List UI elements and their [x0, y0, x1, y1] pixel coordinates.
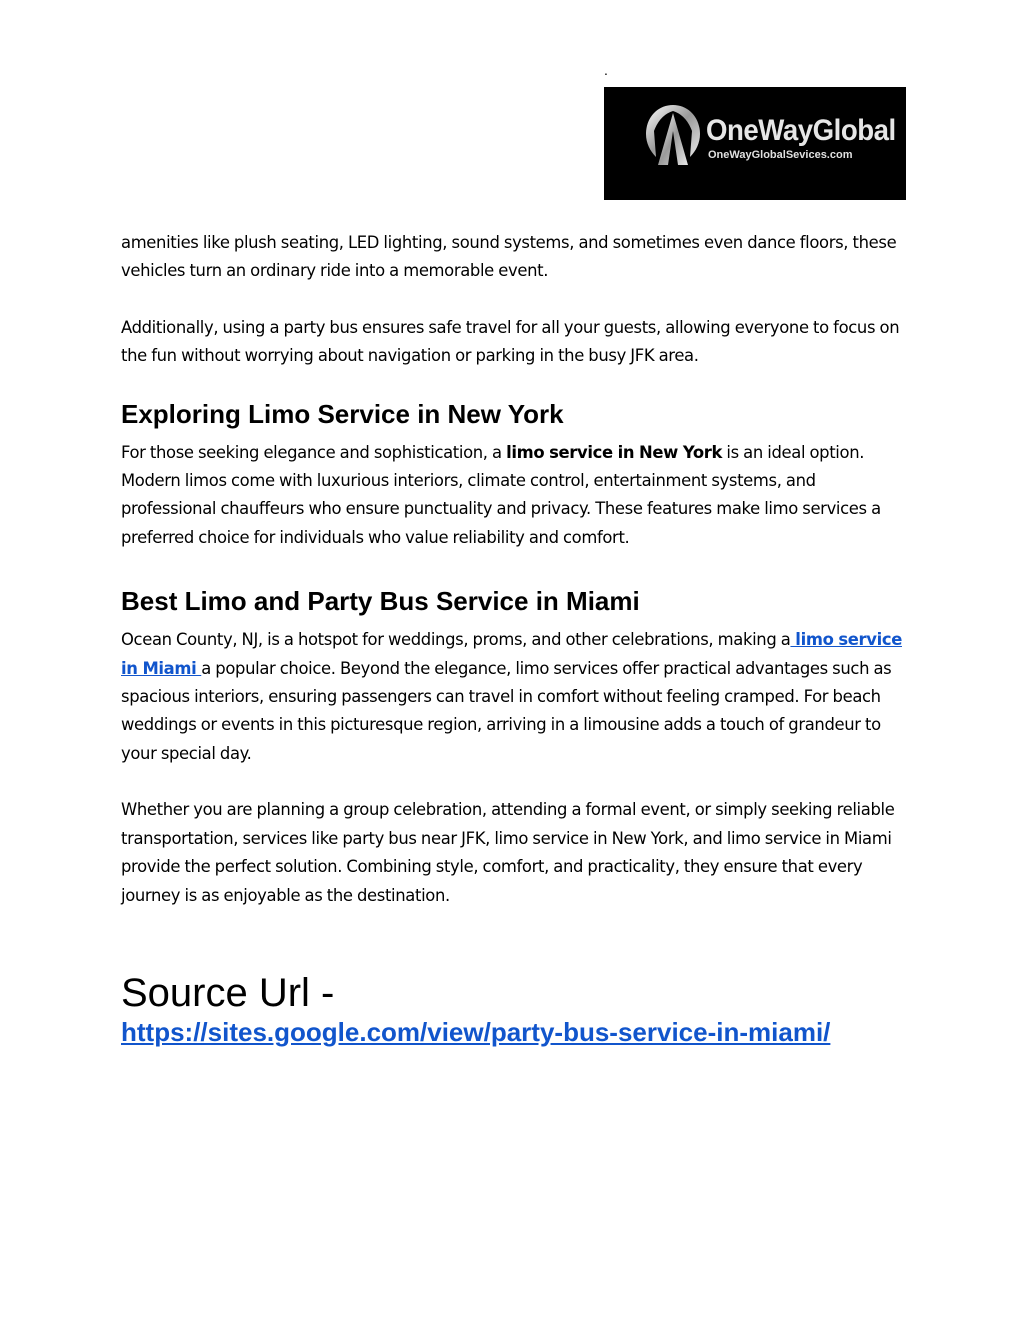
source-url-title: Source Url - — [121, 970, 335, 1015]
ny-text-before: For those seeking elegance and sophistication, a — [121, 442, 507, 462]
source-url-link[interactable]: https://sites.google.com/view/party-bus-service-in-miami/ — [121, 1016, 831, 1047]
logo-brand-name: OneWayGlobal — [706, 114, 896, 147]
miami-text-before: Ocean County, NJ, is a hotspot for weddings, proms, and other celebrations, making a — [121, 630, 791, 650]
additionally-paragraph: Additionally, using a party bus ensures safe travel for all your guests, allowing everyone to focus on the fun without worrying about navigation or parking in the busy JFK area. — [121, 317, 900, 366]
closing-paragraph: Whether you are planning a group celebration, attending a formal event, or simply seeking reliable transportation, services like party bus near JFK, limo service in New York, and limo service in Miami provide the perfect solution. Combining style, comfort, and practicality, they ensure that every journey is as enjoyable as the destination. — [121, 800, 895, 905]
logo-website: OneWayGlobalSevices.com — [708, 149, 853, 161]
onewayglobal-logo — [604, 87, 906, 200]
new-york-paragraph — [121, 439, 911, 553]
ny-text-after: is an ideal option. Modern limos come with luxurious interiors, climate control, entertainment systems, and professional chauffeurs who ensure punctuality and privacy. These features make limo services a preferred choice for individuals who value reliability and comfort. — [121, 442, 881, 547]
ny-bold-keyword: limo service in New York — [506, 442, 723, 462]
miami-paragraph — [121, 626, 911, 768]
page-dot: . — [604, 62, 608, 78]
document-content — [121, 229, 911, 1048]
road-arrow-icon — [644, 101, 702, 171]
heading-miami: Best Limo and Party Bus Service in Miami — [121, 586, 640, 617]
amenities-paragraph: amenities like plush seating, LED lighting, sound systems, and sometimes even dance floors, these vehicles turn an ordinary ride into a memorable event. — [121, 233, 897, 281]
limo-service-miami-link[interactable]: limo service in Miami — [121, 630, 902, 678]
miami-text-after: a popular choice. Beyond the elegance, limo services offer practical advantages such as spacious interiors, ensuring passengers can travel in comfort without feeling cramped. For beach weddings or events in this picturesque region, arriving in a limousine adds a touch of grandeur to your special day. — [121, 658, 892, 763]
heading-limo-new-york: Exploring Limo Service in New York — [121, 398, 564, 429]
